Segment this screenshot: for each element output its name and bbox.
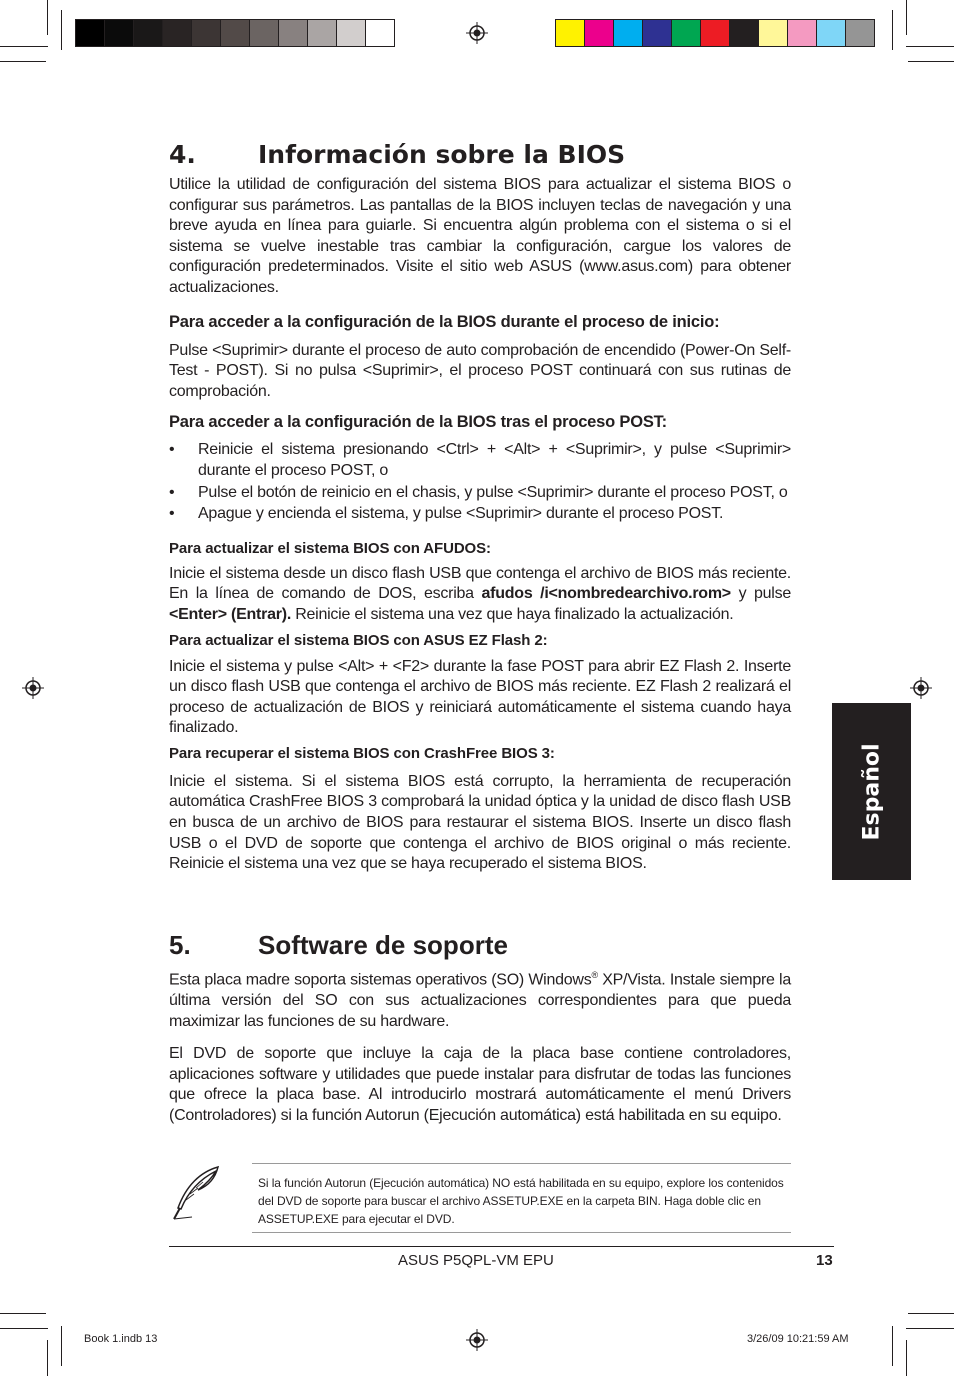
ezflash-text: Inicie el sistema y pulse <Alt> + <F2> durante la fase POST para abrir EZ Flash 2. Inserte un disco flash USB que contenga el archivo de BIOS más reciente. EZ Flash 2 realizará el proceso de actualización de BIOS y reiniciará automáticamente el sistema cuando haya finalizado. bbox=[169, 657, 791, 737]
bullet: • bbox=[169, 441, 175, 459]
section-4-intro: Utilice la utilidad de configuración del sistema BIOS para actualizar el sistema BIOS o configurar sus parámetros. Las pantallas de la BIOS incluyen teclas de navegación y una breve ayuda en línea para guiarle. Si encuentra algún problema con el sistema o si el sistema se vuelve inestable tras cambiar la configuración, cargue los valores de configuración predeterminados. Visite el sitio web ASUS (www.asus.com) para obtener actualizaciones. bbox=[169, 176, 791, 296]
footer-rule bbox=[169, 1246, 834, 1247]
color-swatch bbox=[104, 19, 134, 47]
crop-mark bbox=[0, 61, 46, 62]
section-number: 4. bbox=[169, 140, 196, 169]
slug-file: Book 1.indb 13 bbox=[84, 1333, 158, 1345]
bullet: • bbox=[169, 483, 175, 501]
crashfree-text: Inicie el sistema. Si el sistema BIOS está corrupto, la herramienta de recuperación automática CrashFree BIOS 3 comprobará la unidad óptica y la unidad de disco flash USB en busca de un archivo de BIOS para restaurar el sistema BIOS. Inserte un disco flash USB o el DVD de soporte que contenga el archivo de BIOS original o más reciente. Reinicie el sistema una vez que se haya recuperado el sistema BIOS. bbox=[169, 772, 791, 873]
crop-mark bbox=[892, 10, 893, 50]
color-swatch bbox=[307, 19, 337, 47]
boot-heading: Para acceder a la configuración de la BIOS durante el proceso de inicio: bbox=[169, 312, 720, 331]
color-swatch bbox=[758, 19, 788, 47]
crop-mark bbox=[906, 46, 954, 47]
note-top-rule bbox=[252, 1163, 791, 1164]
crop-mark bbox=[908, 61, 954, 62]
crop-mark bbox=[0, 1328, 48, 1329]
color-swatch bbox=[671, 19, 701, 47]
color-swatch bbox=[365, 19, 395, 47]
color-swatch bbox=[555, 19, 585, 47]
language-tab-label: Español bbox=[859, 742, 884, 841]
color-swatch bbox=[249, 19, 279, 47]
afudos-heading: Para actualizar el sistema BIOS con AFUDOS: bbox=[169, 539, 491, 557]
crop-mark bbox=[61, 1326, 62, 1366]
crop-mark bbox=[908, 1313, 954, 1314]
ezflash-heading: Para actualizar el sistema BIOS con ASUS EZ Flash 2: bbox=[169, 631, 548, 649]
crop-mark bbox=[47, 1340, 48, 1376]
section-5-paragraph-2: El DVD de soporte que incluye la caja de la placa base contiene controladores, aplicaciones software y utilidades que puede instalar para disfrutar de todas las funciones que ofrece la placa base. Al introducirlo mostrará automáticamente el menú Drivers (Controladores) si la función Autorun (Ejecución automática) está habilitada en su equipo. bbox=[169, 1045, 791, 1124]
section-4 bbox=[169, 140, 791, 875]
color-swatch bbox=[729, 19, 759, 47]
note-text: Si la función Autorun (Ejecución automática) NO está habilitada en su equipo, explore los contenidos del DVD de soporte para buscar el archivo ASSETUP.EXE en la carpeta BIN. Haga doble clic en ASSETUP.EXE para ejecutar el DVD. bbox=[258, 1176, 784, 1226]
afudos-command: afudos /i<nombredearchivo.rom> bbox=[481, 585, 731, 603]
section-title: Información sobre la BIOS bbox=[258, 140, 626, 169]
post-list bbox=[169, 440, 791, 524]
section-5-heading bbox=[169, 930, 791, 960]
boot-text: Pulse <Suprimir> durante el proceso de auto comprobación de encendido (Power-On Self-Test - POST). Si no pulsa <Suprimir>, el proceso POST continuará con sus rutinas de comprobación. bbox=[169, 341, 791, 400]
list-item: • Apague y encienda el sistema, y pulse <Suprimir> durante el proceso POST. bbox=[169, 504, 791, 525]
section-5 bbox=[169, 930, 791, 1126]
quill-pen-icon bbox=[168, 1164, 228, 1224]
language-tab bbox=[832, 703, 911, 880]
bullet: • bbox=[169, 505, 175, 523]
color-swatch bbox=[336, 19, 366, 47]
section-5-paragraph-1: Esta placa madre soporta sistemas operativos (SO) Windows® XP/Vista. Instale siempre la última versión del SO con sus actualizaciones correspondientes para que pueda maximizar las funciones de su hardware. bbox=[169, 970, 791, 1030]
registration-mark-icon bbox=[22, 677, 44, 699]
crop-mark bbox=[906, 1328, 954, 1329]
list-item: • Reinicie el sistema presionando <Ctrl> + <Alt> + <Suprimir>, y pulse <Suprimir> durante el proceso POST, o bbox=[169, 441, 791, 479]
color-swatch bbox=[191, 19, 221, 47]
registration-mark-icon bbox=[466, 22, 488, 44]
registration-mark-icon bbox=[466, 1329, 488, 1351]
enter-key: <Enter> (Entrar). bbox=[169, 605, 292, 623]
color-swatch bbox=[162, 19, 192, 47]
list-item: • Pulse el botón de reinicio en el chasis, y pulse <Suprimir> durante el proceso POST, o bbox=[169, 483, 791, 504]
registered-mark: ® bbox=[591, 970, 598, 980]
registration-mark-icon bbox=[910, 677, 932, 699]
color-swatch bbox=[584, 19, 614, 47]
crop-mark bbox=[47, 0, 48, 35]
slug-date: 3/26/09 10:21:59 AM bbox=[747, 1333, 849, 1345]
crop-mark bbox=[0, 1313, 46, 1314]
note-bottom-rule bbox=[252, 1232, 791, 1233]
color-swatch bbox=[613, 19, 643, 47]
crop-mark bbox=[906, 0, 907, 35]
color-swatch bbox=[75, 19, 105, 47]
color-swatch bbox=[278, 19, 308, 47]
post-heading: Para acceder a la configuración de la BIOS tras el proceso POST: bbox=[169, 413, 667, 432]
footer-model: ASUS P5QPL-VM EPU bbox=[398, 1252, 554, 1269]
color-swatch bbox=[700, 19, 730, 47]
afudos-text: Inicie el sistema desde un disco flash USB que contenga el archivo de BIOS más reciente. En la línea de comando de DOS, escriba afudos /i<nombredearchivo.rom> y pulse <Enter> (Entrar). Reinicie el sistema una vez que haya finalizado la actualización. bbox=[169, 564, 792, 623]
color-swatch bbox=[845, 19, 875, 47]
crop-mark bbox=[0, 46, 48, 47]
color-swatch bbox=[642, 19, 672, 47]
section-title: Software de soporte bbox=[258, 930, 508, 960]
crop-mark bbox=[892, 1326, 893, 1366]
color-swatch bbox=[133, 19, 163, 47]
crashfree-heading: Para recuperar el sistema BIOS con CrashFree BIOS 3: bbox=[169, 744, 555, 762]
color-swatch bbox=[787, 19, 817, 47]
section-4-heading bbox=[169, 140, 791, 170]
color-swatch bbox=[220, 19, 250, 47]
page-number: 13 bbox=[816, 1252, 833, 1269]
crop-mark bbox=[906, 1340, 907, 1376]
section-number: 5. bbox=[169, 930, 191, 960]
color-swatch bbox=[816, 19, 846, 47]
crop-mark bbox=[61, 10, 62, 50]
